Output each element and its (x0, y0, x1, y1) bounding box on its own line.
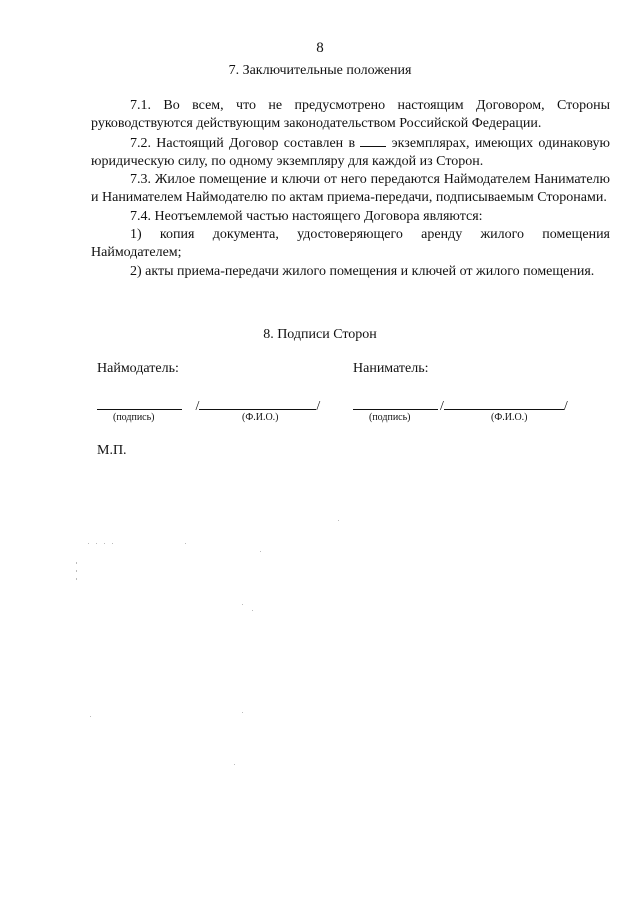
landlord-signature-caption: (подпись) (113, 412, 155, 423)
clause-7-4-item-1: 1) копия документа, удостоверяющего аренду жилого помещения Наймодателем; (91, 227, 610, 261)
page-number: 8 (316, 40, 324, 56)
clause-7-4-item-2: 2) акты приема-передачи жилого помещения и ключей от жилого помещения. (130, 263, 595, 279)
clause-7-2-end: экземплярах, имеющих одинаковую юридическую силу, по одному экземпляру для каждой из Сторон. (91, 135, 611, 169)
section-8-title: 8. Подписи Сторон (263, 327, 377, 342)
landlord-fio-caption: (Ф.И.О.) (242, 412, 279, 423)
tenant-signature-caption: (подпись) (369, 412, 411, 423)
tenant-slash-left: / (440, 399, 444, 414)
tenant-label: Наниматель: (353, 361, 429, 376)
stamp-placeholder: М.П. (97, 443, 127, 458)
landlord-label: Наймодатель: (97, 361, 179, 376)
section-7-title: 7. Заключительные положения (228, 63, 412, 78)
clause-7-4: 7.4. Неотъемлемой частью настоящего Договора являются: (130, 208, 483, 224)
clause-7-2-start: 7.2. Настоящий Договор составлен в (130, 135, 356, 151)
tenant-slash-right: / (563, 399, 568, 414)
tenant-fio-caption: (Ф.И.О.) (491, 412, 528, 423)
landlord-slash-left: / (195, 399, 200, 414)
landlord-slash-right: / (316, 399, 321, 414)
clause-7-3: 7.3. Жилое помещение и ключи от него передаются Наймодателем Нанимателю и Нанимателем Наймодателю по актам приема-передачи, подписываемым Сторонами. (91, 172, 610, 206)
clause-7-1: 7.1. Во всем, что не предусмотрено настоящим Договором, Стороны руководствуются действующим законодательством Российской Федерации. (91, 98, 610, 132)
